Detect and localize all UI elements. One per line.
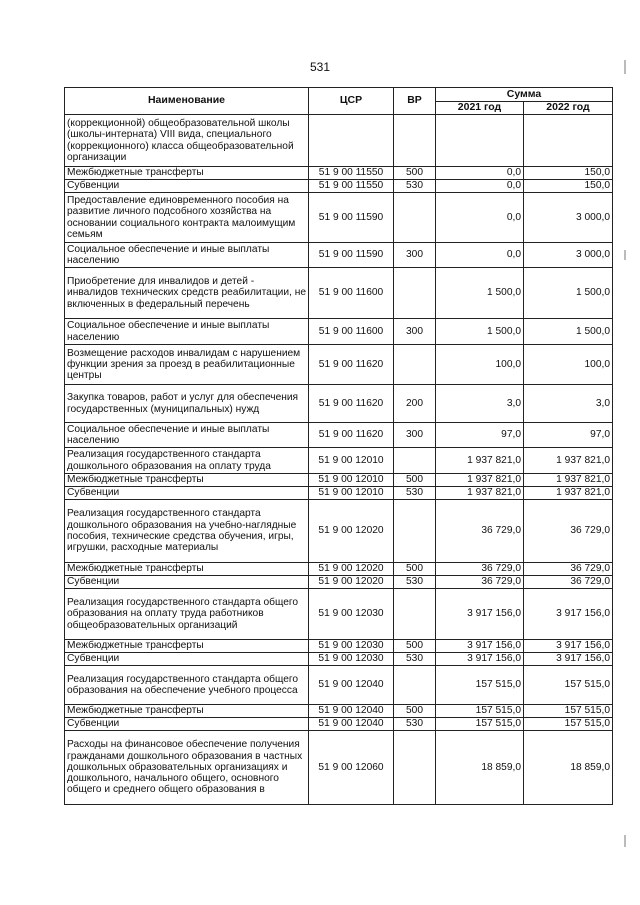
row-amount-2021-cell: 0,0 [436,167,524,180]
row-amount-2021-cell: 3 917 156,0 [436,589,524,640]
row-amount-2021-cell: 36 729,0 [436,563,524,576]
row-name-cell: Межбюджетные трансферты [65,474,309,487]
table-body [65,115,613,805]
table-row [65,448,613,474]
table-row [65,474,613,487]
page-number: 531 [309,60,331,74]
row-vr-cell: 300 [394,243,436,268]
row-amount-2021-cell: 18 859,0 [436,731,524,805]
table-row [65,243,613,268]
row-amount-2022-cell: 3 000,0 [524,193,613,243]
row-csr-cell: 51 9 00 12010 [309,487,394,500]
row-csr-cell: 51 9 00 12010 [309,474,394,487]
row-vr-cell: 530 [394,718,436,731]
row-vr-cell [394,500,436,563]
table-row [65,666,613,705]
row-amount-2022-cell: 150,0 [524,180,613,193]
row-name-cell: Реализация государственного стандарта общего образования на обеспечение учебного процесса [65,666,309,705]
row-csr-cell: 51 9 00 12030 [309,589,394,640]
row-amount-2022-cell: 3 917 156,0 [524,653,613,666]
row-csr-cell [309,115,394,167]
row-amount-2022-cell: 3 917 156,0 [524,640,613,653]
row-csr-cell: 51 9 00 11620 [309,345,394,385]
row-amount-2022-cell: 18 859,0 [524,731,613,805]
row-amount-2021-cell: 3,0 [436,385,524,423]
row-name-cell: Предоставление единовременного пособия на развитие личного подсобного хозяйства на основании социального контракта малоимущим семьям [65,193,309,243]
row-csr-cell: 51 9 00 12030 [309,640,394,653]
row-name-cell: Возмещение расходов инвалидам с нарушением функции зрения за проезд в реабилитационные центры [65,345,309,385]
row-vr-cell: 500 [394,640,436,653]
row-name-cell: Межбюджетные трансферты [65,640,309,653]
table-row [65,500,613,563]
table-row [65,640,613,653]
row-name-cell: Субвенции [65,576,309,589]
row-vr-cell: 530 [394,576,436,589]
row-amount-2022-cell: 1 937 821,0 [524,448,613,474]
row-amount-2021-cell: 3 917 156,0 [436,640,524,653]
row-csr-cell: 51 9 00 12040 [309,718,394,731]
row-name-cell: Межбюджетные трансферты [65,563,309,576]
edge-mark [624,835,626,847]
row-vr-cell: 500 [394,705,436,718]
row-vr-cell: 530 [394,180,436,193]
row-vr-cell: 200 [394,385,436,423]
header-year-2022: 2022 год [524,102,613,115]
row-name-cell: Реализация государственного стандарта дошкольного образования на оплату труда [65,448,309,474]
table-row [65,731,613,805]
row-amount-2022-cell: 97,0 [524,423,613,448]
row-name-cell: Социальное обеспечение и иные выплаты населению [65,243,309,268]
row-amount-2022-cell: 36 729,0 [524,576,613,589]
table-row [65,385,613,423]
row-csr-cell: 51 9 00 12030 [309,653,394,666]
row-amount-2022-cell: 3,0 [524,385,613,423]
row-amount-2021-cell: 100,0 [436,345,524,385]
table-row [65,563,613,576]
row-csr-cell: 51 9 00 12020 [309,500,394,563]
table-row [65,345,613,385]
row-csr-cell: 51 9 00 11590 [309,243,394,268]
row-vr-cell [394,345,436,385]
edge-mark [624,60,626,74]
table-row [65,487,613,500]
row-name-cell: Межбюджетные трансферты [65,705,309,718]
row-name-cell: Реализация государственного стандарта общего образования на оплату труда работников общеобразовательных организаций [65,589,309,640]
row-vr-cell: 500 [394,563,436,576]
row-amount-2021-cell [436,115,524,167]
table-row [65,193,613,243]
row-csr-cell: 51 9 00 12040 [309,666,394,705]
table-row [65,319,613,345]
table-row [65,423,613,448]
row-name-cell: Социальное обеспечение и иные выплаты населению [65,319,309,345]
header-year-2021: 2021 год [436,102,524,115]
row-amount-2021-cell: 0,0 [436,243,524,268]
row-amount-2021-cell: 1 937 821,0 [436,474,524,487]
row-vr-cell [394,268,436,319]
row-amount-2022-cell: 157 515,0 [524,705,613,718]
row-amount-2021-cell: 36 729,0 [436,576,524,589]
row-amount-2022-cell: 100,0 [524,345,613,385]
row-amount-2021-cell: 97,0 [436,423,524,448]
row-vr-cell [394,115,436,167]
header-csr: ЦСР [309,88,394,115]
table-row [65,268,613,319]
row-csr-cell: 51 9 00 11550 [309,180,394,193]
row-amount-2022-cell: 157 515,0 [524,666,613,705]
row-vr-cell [394,448,436,474]
row-vr-cell [394,589,436,640]
row-vr-cell [394,731,436,805]
row-amount-2021-cell: 3 917 156,0 [436,653,524,666]
row-amount-2022-cell: 3 917 156,0 [524,589,613,640]
row-vr-cell: 530 [394,487,436,500]
row-name-cell: Субвенции [65,653,309,666]
edge-mark [624,250,626,260]
table-row [65,180,613,193]
row-amount-2022-cell: 1 937 821,0 [524,487,613,500]
row-amount-2021-cell: 1 937 821,0 [436,448,524,474]
row-csr-cell: 51 9 00 12010 [309,448,394,474]
row-amount-2022-cell: 1 500,0 [524,319,613,345]
row-amount-2021-cell: 157 515,0 [436,705,524,718]
row-amount-2022-cell: 150,0 [524,167,613,180]
budget-table [64,87,613,805]
row-csr-cell: 51 9 00 11550 [309,167,394,180]
row-amount-2022-cell: 157 515,0 [524,718,613,731]
row-vr-cell [394,666,436,705]
row-amount-2022-cell: 1 937 821,0 [524,474,613,487]
row-name-cell: Приобретение для инвалидов и детей - инвалидов технических средств реабилитации, не включенных в федеральный перечень [65,268,309,319]
row-csr-cell: 51 9 00 11600 [309,268,394,319]
row-vr-cell: 530 [394,653,436,666]
row-amount-2022-cell: 1 500,0 [524,268,613,319]
row-name-cell: Субвенции [65,180,309,193]
row-csr-cell: 51 9 00 11600 [309,319,394,345]
row-amount-2021-cell: 1 500,0 [436,268,524,319]
row-amount-2021-cell: 157 515,0 [436,666,524,705]
table-row [65,718,613,731]
row-vr-cell: 500 [394,167,436,180]
row-amount-2021-cell: 36 729,0 [436,500,524,563]
row-vr-cell: 300 [394,319,436,345]
row-csr-cell: 51 9 00 11620 [309,385,394,423]
row-name-cell: Расходы на финансовое обеспечение получения гражданами дошкольного образования в частных дошкольных образовательных организациях и дошкольного, начального общего, основного общего и среднего общего образования в [65,731,309,805]
table-row [65,653,613,666]
row-csr-cell: 51 9 00 12040 [309,705,394,718]
row-vr-cell: 300 [394,423,436,448]
table-row [65,167,613,180]
row-amount-2021-cell: 0,0 [436,180,524,193]
row-vr-cell: 500 [394,474,436,487]
row-amount-2022-cell: 36 729,0 [524,500,613,563]
row-amount-2022-cell [524,115,613,167]
row-csr-cell: 51 9 00 12020 [309,576,394,589]
row-amount-2021-cell: 1 500,0 [436,319,524,345]
row-amount-2021-cell: 1 937 821,0 [436,487,524,500]
table-row [65,705,613,718]
row-name-cell: (коррекционной) общеобразовательной школы (школы-интерната) VIII вида, специального (коррекционного) класса общеобразовательной организации [65,115,309,167]
row-csr-cell: 51 9 00 12020 [309,563,394,576]
row-vr-cell [394,193,436,243]
row-name-cell: Социальное обеспечение и иные выплаты населению [65,423,309,448]
row-amount-2022-cell: 3 000,0 [524,243,613,268]
row-name-cell: Субвенции [65,487,309,500]
row-csr-cell: 51 9 00 12060 [309,731,394,805]
row-csr-cell: 51 9 00 11590 [309,193,394,243]
header-sum: Сумма [436,88,613,102]
row-amount-2021-cell: 157 515,0 [436,718,524,731]
row-name-cell: Закупка товаров, работ и услуг для обеспечения государственных (муниципальных) нужд [65,385,309,423]
table-row [65,115,613,167]
row-amount-2022-cell: 36 729,0 [524,563,613,576]
row-name-cell: Межбюджетные трансферты [65,167,309,180]
table-row [65,576,613,589]
row-name-cell: Реализация государственного стандарта дошкольного образования на учебно-наглядные пособия, технические средства обучения, игры, игрушки, расходные материалы [65,500,309,563]
row-name-cell: Субвенции [65,718,309,731]
table-row [65,589,613,640]
header-vr: ВР [394,88,436,115]
row-csr-cell: 51 9 00 11620 [309,423,394,448]
row-amount-2021-cell: 0,0 [436,193,524,243]
header-name: Наименование [65,88,309,115]
